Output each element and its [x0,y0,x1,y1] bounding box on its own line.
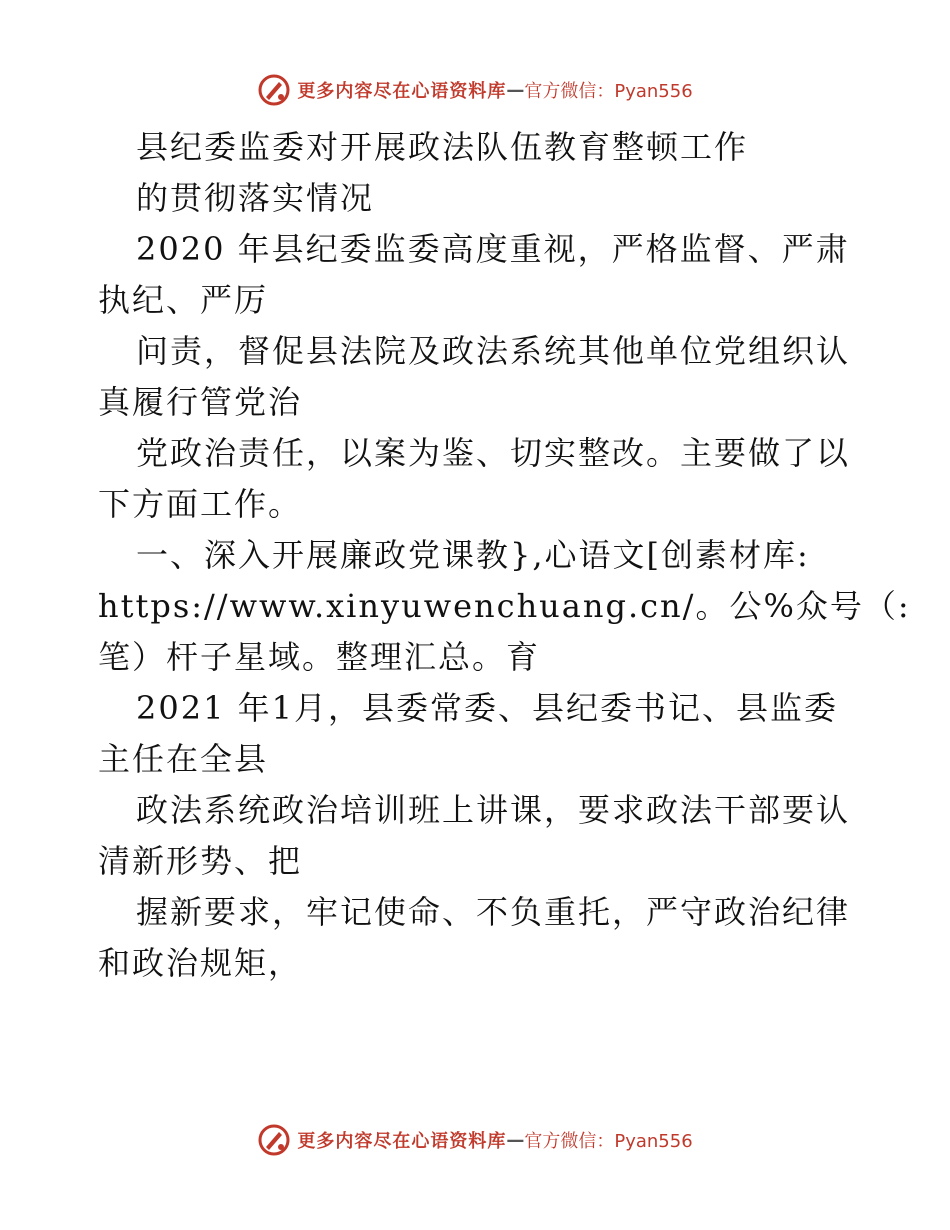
text-line: 清新形势、把 [98,842,303,880]
text-line: 主任在全县 [98,740,269,778]
text-line: https://www.xinyuwenchuang.cn/。公%众号（: [98,587,911,625]
text-line: 真履行管党治 [98,383,303,421]
watermark-text: 更多内容尽在心语资料库 [297,1131,507,1152]
text-line: 笔）杆子星域。整理汇总。育 [98,638,541,676]
text-line: 一、深入开展廉政党课教},心语文[创素材库: [136,536,810,574]
logo-icon [257,73,291,107]
watermark-separator: — [506,1129,525,1151]
text-line: 党政治责任，以案为鉴、切实整改。主要做了以 [136,434,851,472]
text-line: 2020 年县纪委监委高度重视，严格监督、严肃 [136,230,850,268]
text-line: 和政治规矩， [98,944,303,982]
text-line: 县纪委监委对开展政法队伍教育整顿工作 [136,128,749,166]
watermark-contact: 官方微信：Pyan556 [524,81,693,102]
text-line: 下方面工作。 [98,485,303,523]
text-line: 政法系统政治培训班上讲课，要求政法干部要认 [136,791,851,829]
watermark-text: 更多内容尽在心语资料库 [297,81,507,102]
text-line: 2021 年1月，县委常委、县纪委书记、县监委 [136,689,838,727]
text-line: 问责，督促县法院及政法系统其他单位党组织认 [136,332,851,370]
logo-icon [257,1123,291,1157]
text-line: 握新要求，牢记使命、不负重托，严守政治纪律 [136,893,851,931]
header-watermark [0,70,950,110]
text-line: 执纪、严厉 [98,281,269,319]
text-line: 的贯彻落实情况 [136,179,375,217]
watermark-separator: — [506,79,525,101]
footer-watermark [0,1120,950,1160]
watermark-contact: 官方微信：Pyan556 [524,1131,693,1152]
document-body [98,122,911,989]
